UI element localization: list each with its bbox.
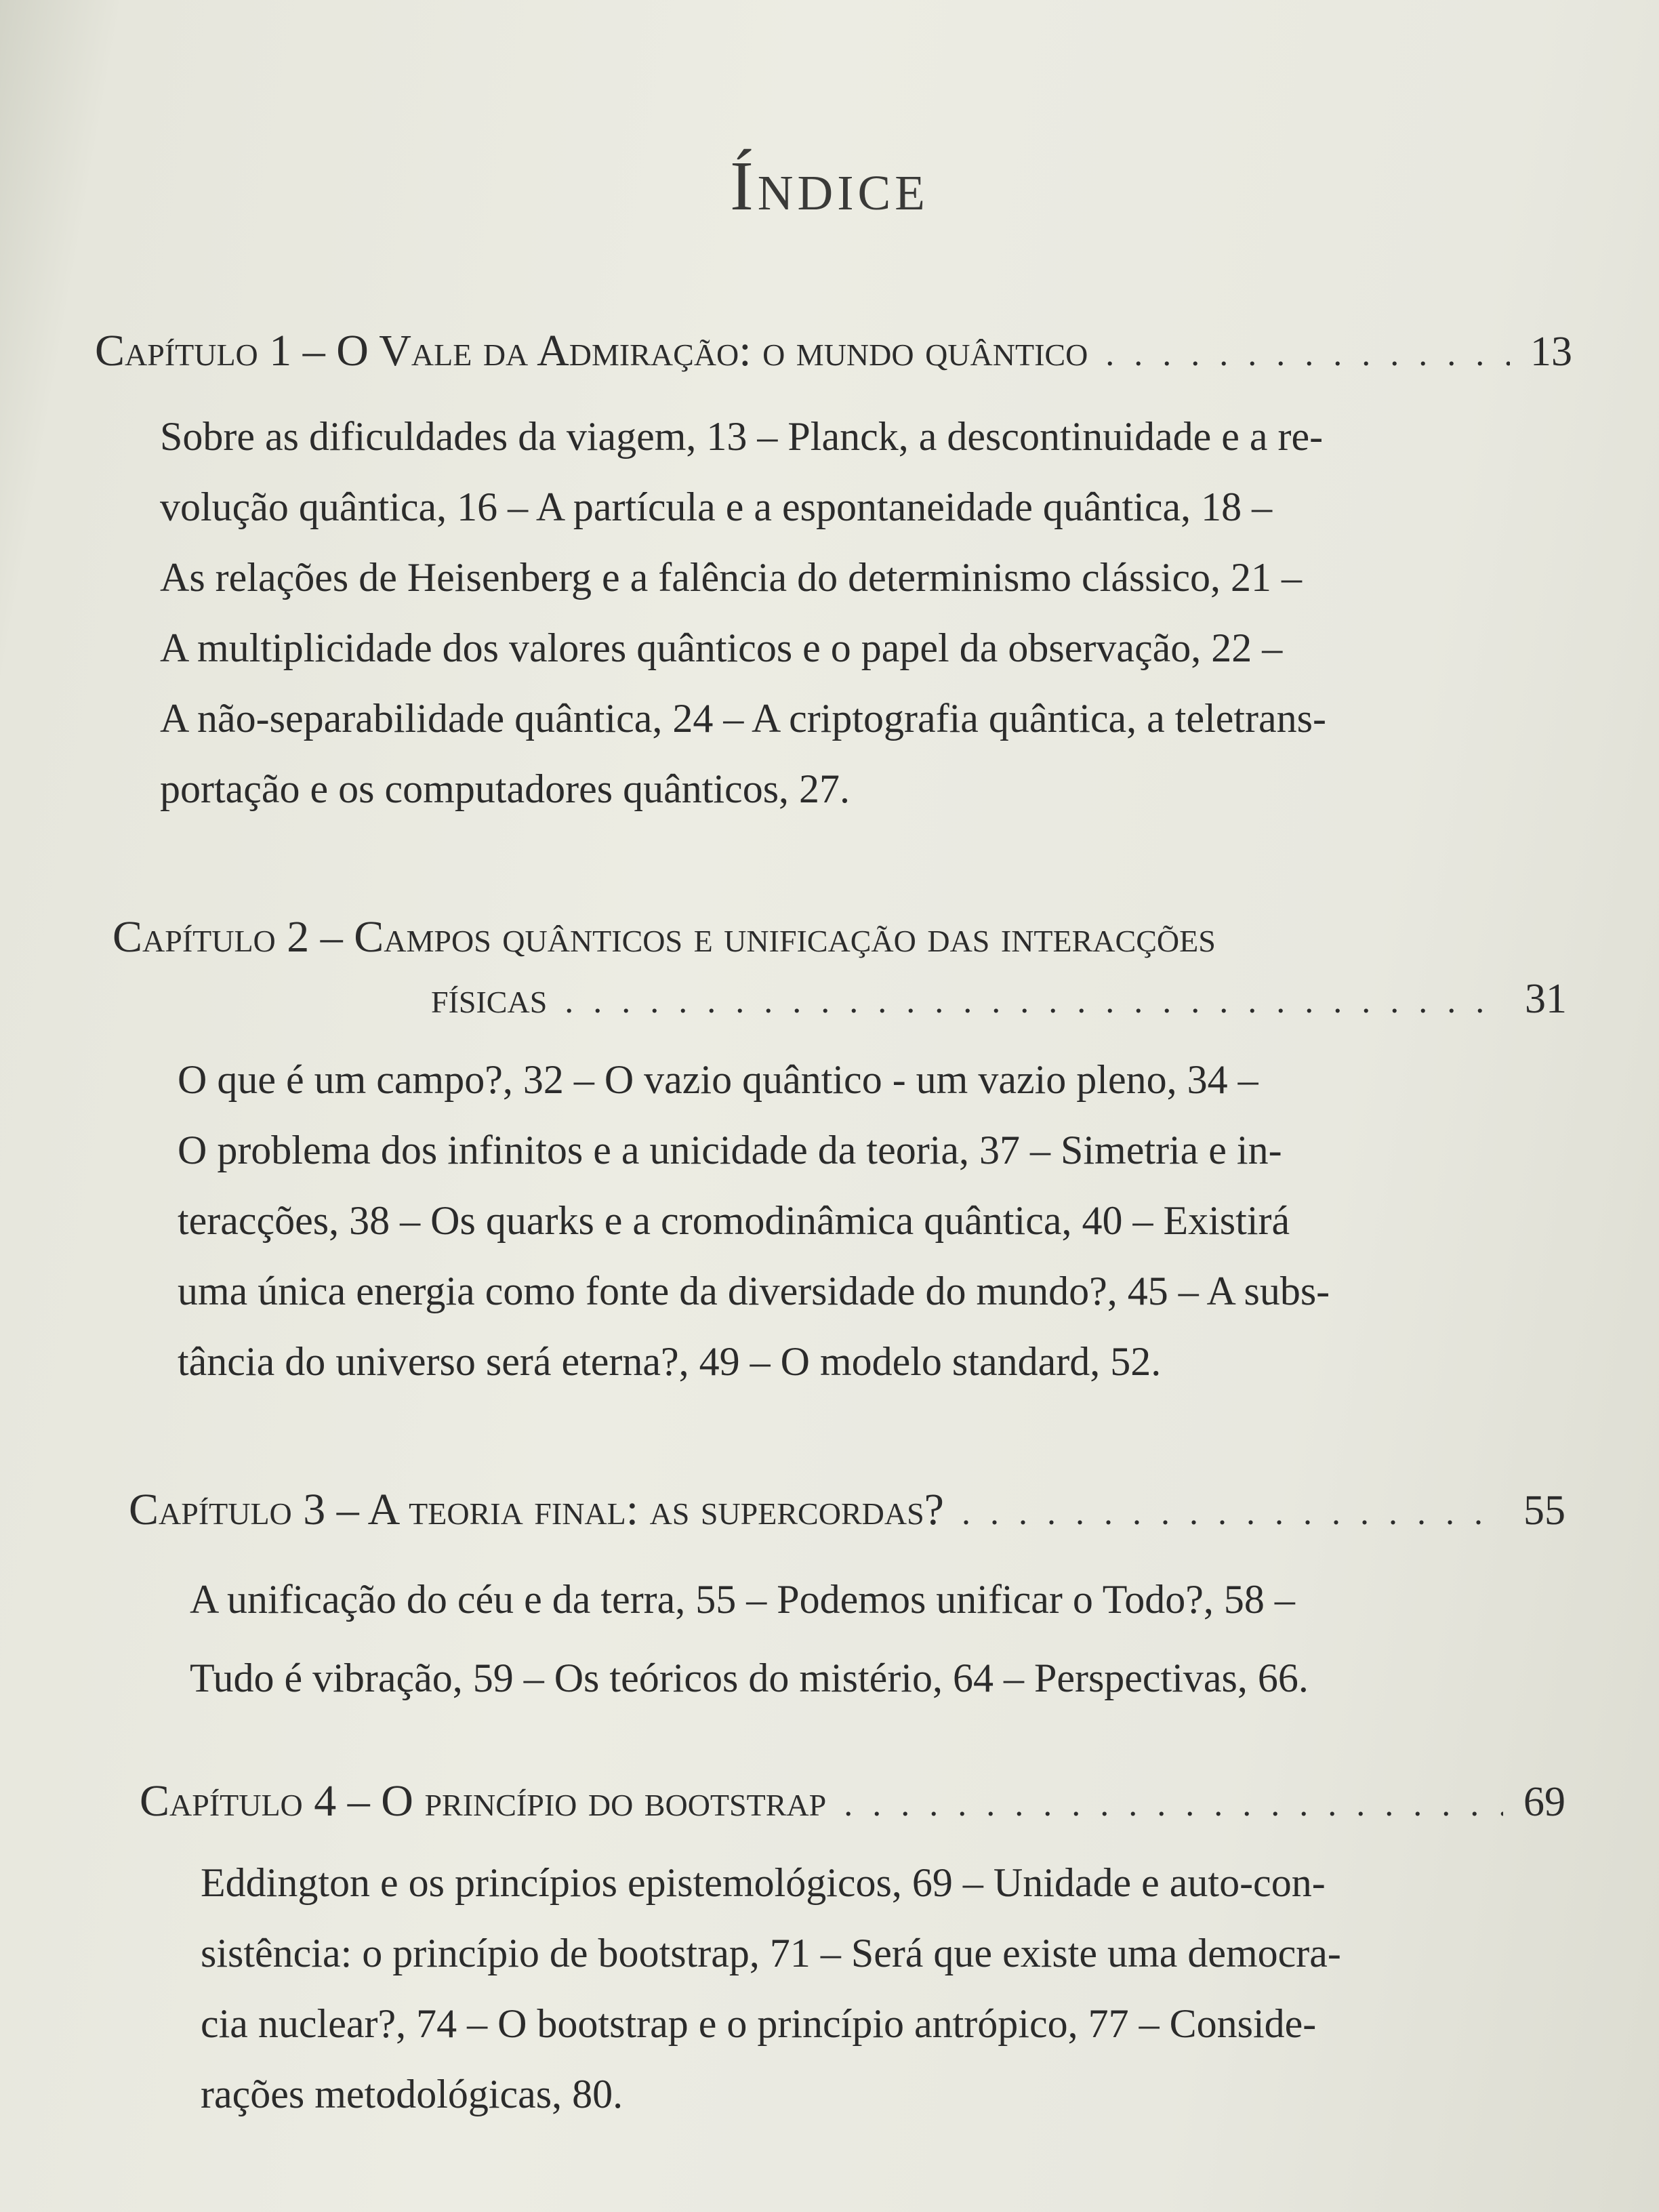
leader-dots <box>565 981 1504 1021</box>
chapter-4 <box>140 1776 1565 2129</box>
chapter-2 <box>112 912 1567 1397</box>
chapter-contents <box>129 1560 1565 1717</box>
leader-dots <box>1105 334 1510 374</box>
content-line: portação e os computadores quânticos, 27. <box>160 766 851 811</box>
chapter-heading <box>129 1484 1565 1536</box>
chapter-page-number: 69 <box>1523 1779 1565 1825</box>
chapter-heading <box>140 1776 1565 1827</box>
chapter-title: Capítulo 3 – A teoria final: as supercordas? <box>129 1485 944 1534</box>
chapter-title-line2: físicas <box>431 973 548 1023</box>
chapter-page-number: 31 <box>1525 976 1567 1022</box>
page-title: Índice <box>730 147 929 225</box>
content-line: As relações de Heisenberg e a falência do determinismo clássico, 21 – <box>160 555 1302 600</box>
chapter-title: Capítulo 2 – Campos quânticos e unificação das interacções <box>112 912 1216 962</box>
content-line: O problema dos infinitos e a unicidade da teoria, 37 – Simetria e in- <box>178 1128 1282 1172</box>
content-line: O que é um campo?, 32 – O vazio quântico - um vazio pleno, 34 – <box>178 1057 1258 1102</box>
chapter-title: Capítulo 4 – O princípio do bootstrap <box>140 1776 827 1826</box>
content-line: Tudo é vibração, 59 – Os teóricos do mistério, 64 – Perspectivas, 66. <box>190 1656 1309 1700</box>
content-line: teracções, 38 – Os quarks e a cromodinâmica quântica, 40 – Existirá <box>178 1198 1290 1243</box>
content-line: volução quântica, 16 – A partícula e a espontaneidade quântica, 18 – <box>160 485 1273 529</box>
content-line: rações metodológicas, 80. <box>201 2072 623 2116</box>
content-line: A não-separabilidade quântica, 24 – A criptografia quântica, a teletrans- <box>160 696 1326 741</box>
content-line: Sobre as dificuldades da viagem, 13 – Planck, a descontinuidade e a re- <box>160 414 1324 459</box>
chapter-title: Capítulo 1 – O Vale da Admiração: o mundo quântico <box>95 326 1088 375</box>
content-line: sistência: o princípio de bootstrap, 71 – Será que existe uma democra- <box>201 1931 1341 1975</box>
leader-dots <box>962 1493 1503 1533</box>
chapter-title-continued <box>112 972 1567 1024</box>
chapter-contents <box>112 1044 1567 1397</box>
content-line: A unificação do céu e da terra, 55 – Podemos unificar o Todo?, 58 – <box>190 1577 1295 1622</box>
chapter-heading <box>112 912 1567 1024</box>
content-line: uma única energia como fonte da diversidade do mundo?, 45 – A subs- <box>178 1269 1330 1313</box>
content-line: cia nuclear?, 74 – O bootstrap e o princípio antrópico, 77 – Conside- <box>201 2001 1317 2046</box>
content-line: A multiplicidade dos valores quânticos e o papel da observação, 22 – <box>160 626 1283 670</box>
leader-dots <box>844 1784 1503 1824</box>
chapter-heading <box>95 325 1572 377</box>
chapter-contents <box>95 401 1572 824</box>
chapter-3 <box>129 1484 1565 1717</box>
chapter-page-number: 55 <box>1523 1488 1565 1534</box>
chapter-1 <box>95 325 1572 824</box>
chapter-contents <box>140 1847 1565 2129</box>
content-line: Eddington e os princípios epistemológicos, 69 – Unidade e auto-con- <box>201 1860 1326 1905</box>
content-line: tância do universo será eterna?, 49 – O modelo standard, 52. <box>178 1339 1162 1384</box>
chapter-page-number: 13 <box>1530 329 1572 375</box>
